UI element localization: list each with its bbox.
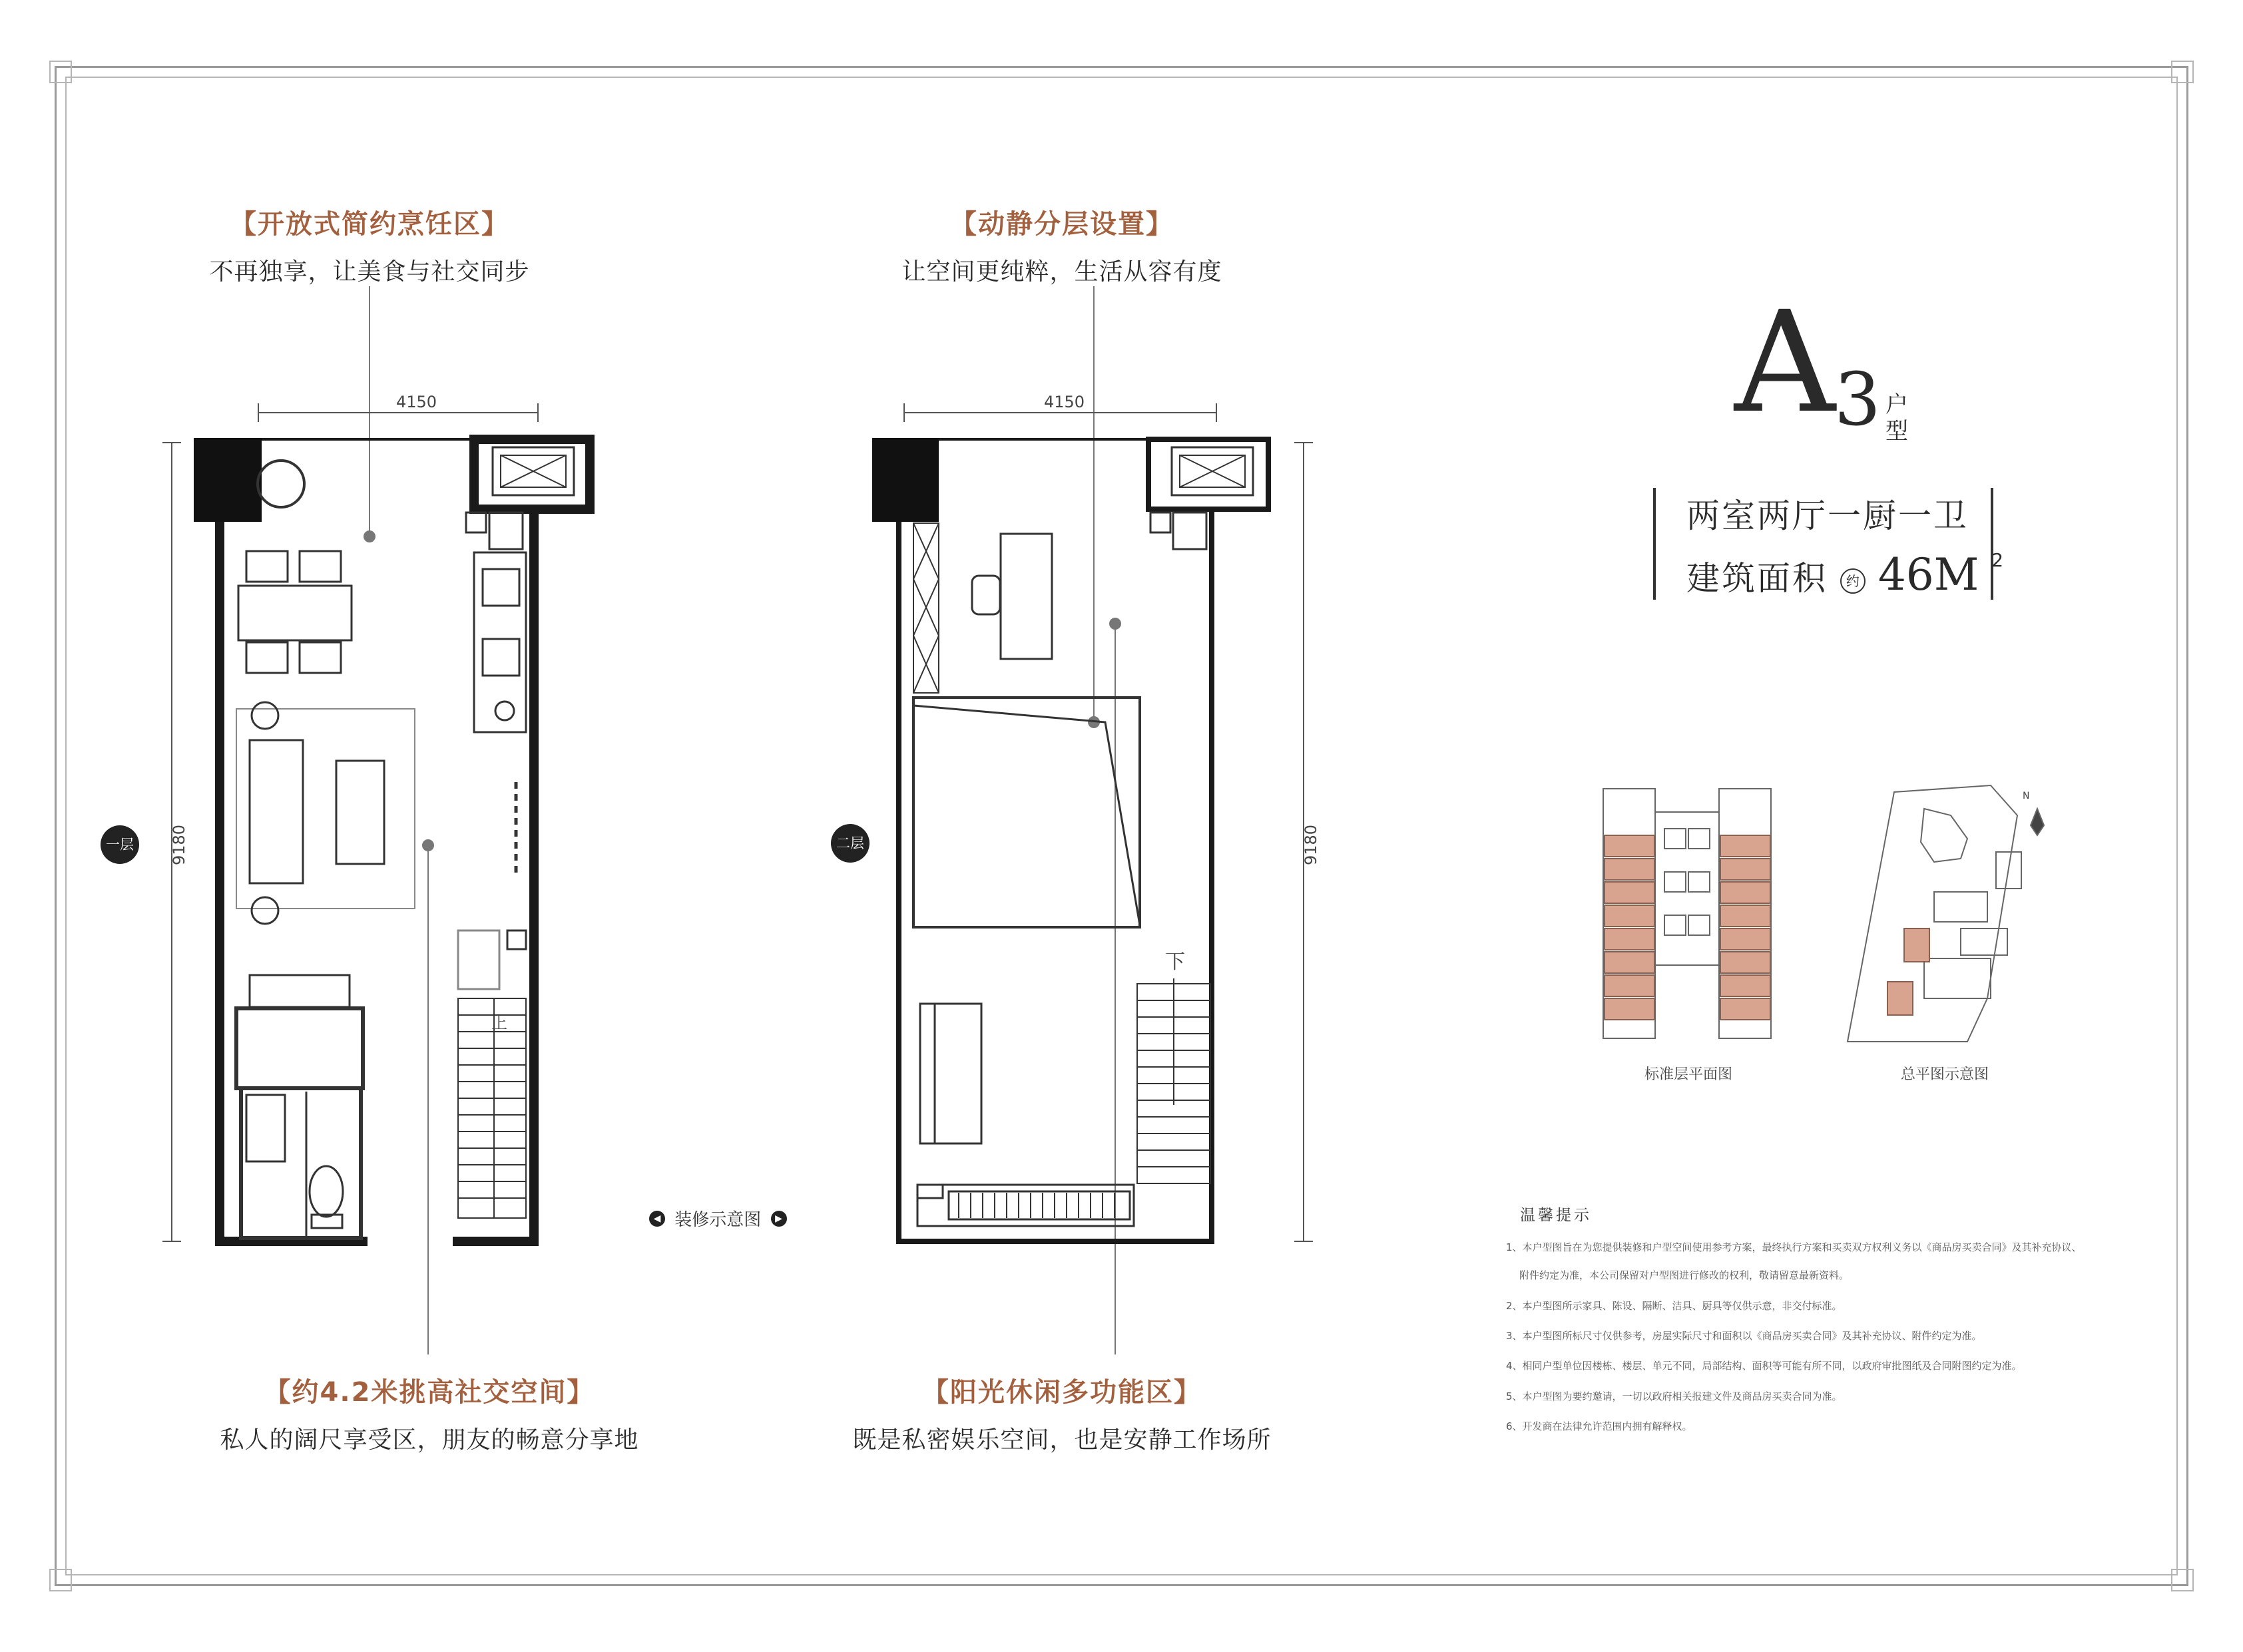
annotation-text: 让空间更纯粹，生活从容有度 — [901, 258, 1222, 286]
bathroom — [236, 975, 363, 1238]
area-label: 建筑面积 — [1686, 559, 1828, 598]
leader-dot — [364, 531, 375, 542]
floor-2-plan — [872, 393, 1320, 1241]
arrow-left-icon: ◀ — [649, 1211, 665, 1227]
annotation-heading: 【阳光休闲多功能区】 — [922, 1377, 1202, 1408]
annotation-heading: 【开放式简约烹饪区】 — [230, 209, 509, 240]
tip-item: 2、本户型图所示家具、陈设、隔断、洁具、厨具等仅供示意，非交付标准。 — [1506, 1300, 1842, 1312]
area-value: 46M — [1877, 549, 1979, 600]
unit-area — [1686, 549, 2005, 600]
legend — [649, 1206, 787, 1231]
tips-title: 温馨提示 — [1520, 1207, 1592, 1224]
unit-suffix-top: 户 — [1885, 391, 1908, 418]
site-keyplan-caption: 总平图示意图 — [1901, 1066, 1989, 1083]
floor-1-badge: 一层 — [101, 825, 139, 864]
kitchen-counter — [458, 513, 526, 989]
area-approx: 约 — [1840, 568, 1866, 594]
dining-set — [238, 551, 352, 673]
annotation-text: 私人的阔尺享受区，朋友的畅意分享地 — [220, 1426, 639, 1454]
annotation-heading: 【动静分层设置】 — [950, 209, 1174, 240]
annotation-text: 既是私密娱乐空间，也是安静工作场所 — [852, 1426, 1272, 1454]
info-bar-left — [1653, 488, 1656, 600]
tip-item: 1、本户型图旨在为您提供装修和户型空间使用参考方案，最终执行方案和买卖双方权利义务以《商品房买卖合同》及其补充协议、 — [1506, 1241, 2082, 1253]
stair-up-label: 上 — [491, 1014, 507, 1032]
stair-down-label: 下 — [1165, 950, 1185, 974]
tip-item: 4、相同户型单位因楼栋、楼层、单元不同，局部结构、面积等可能有所不同，以政府审批图纸及合同附图约定为准。 — [1506, 1360, 2022, 1372]
leader-dot — [423, 840, 433, 851]
dim-height-label: 9180 — [170, 824, 188, 865]
annotation-text: 不再独享，让美食与社交同步 — [209, 258, 530, 286]
area-sup: 2 — [1991, 549, 2006, 571]
annotation-heading: 【约4.2米挑高社交空间】 — [264, 1377, 595, 1408]
unit-suffix-bottom: 型 — [1885, 418, 1908, 445]
dim-width-label: 4150 — [1044, 393, 1085, 411]
legend-label: 装修示意图 — [674, 1210, 762, 1230]
stairs-floor-2 — [1137, 978, 1210, 1183]
unit-number: 3 — [1834, 357, 1881, 442]
dim-width-label: 4150 — [396, 393, 437, 411]
floor-keyplan-caption: 标准层平面图 — [1644, 1066, 1733, 1083]
north-label: N — [2023, 791, 2030, 801]
leader-dot — [1110, 618, 1121, 629]
structural-column — [872, 438, 939, 522]
floor-1-plan — [162, 393, 590, 1241]
unit-layout: 两室两厅一厨一卫 — [1686, 497, 1969, 535]
tip-item: 5、本户型图为要约邀请，一切以政府相关报建文件及商品房买卖合同为准。 — [1506, 1390, 1842, 1402]
tip-item: 3、本户型图所标尺寸仅供参考，房屋实际尺寸和面积以《商品房买卖合同》及其补充协议、附件约定为准。 — [1506, 1330, 1982, 1342]
tip-item: 附件约定为准，本公司保留对户型图进行修改的权利，敬请留意最新资料。 — [1519, 1269, 1850, 1281]
arrow-right-icon: ▶ — [771, 1211, 787, 1227]
wardrobe-hangers — [959, 1193, 1115, 1218]
tip-item: 6、开发商在法律允许范围内拥有解释权。 — [1506, 1420, 1692, 1432]
structural-column — [194, 438, 262, 522]
floor-2-badge: 二层 — [831, 824, 870, 863]
living-area — [236, 702, 415, 924]
unit-letter: A — [1734, 281, 1836, 444]
dim-height-label: 9180 — [1302, 824, 1320, 865]
